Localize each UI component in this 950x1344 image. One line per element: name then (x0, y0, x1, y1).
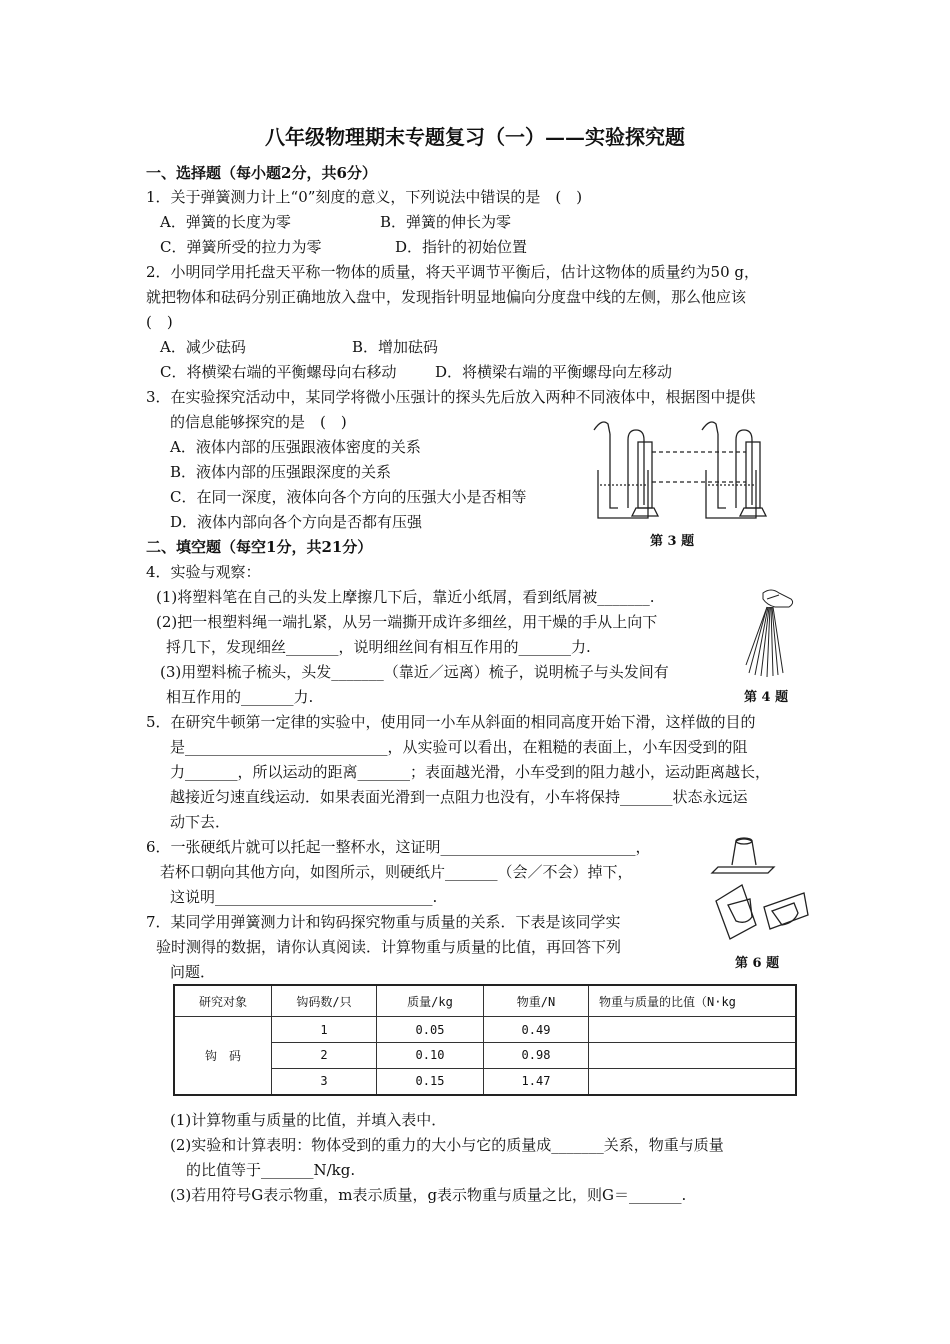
table-header: 研究对象 (174, 985, 272, 1017)
q3-option-d: D．液体内部向各个方向是否都有压强 (170, 513, 423, 531)
table-header: 物重/N (484, 985, 589, 1017)
q3-figure-caption: 第 3 题 (650, 534, 695, 549)
table-cell-answer[interactable] (589, 1017, 797, 1043)
q2-option-b: B．增加砝码 (352, 338, 439, 356)
q7-line2: 验时测得的数据，请你认真阅读．计算物重与质量的比值，再回答下列 (156, 938, 622, 956)
q2-line2: 就把物体和砝码分别正确地放入盘中，发现指针明显地偏向分度盘中线的左侧，那么他应该 (146, 288, 747, 306)
table-header: 钩码数/只 (272, 985, 377, 1017)
q7-line3: 问题． (170, 963, 216, 981)
q2-option-c: C．将横梁右端的平衡螺母向右移动 (160, 363, 397, 381)
q5-line5: 动下去． (170, 813, 231, 831)
section-choice-heading: 一、选择题（每小题2分，共6分） (146, 164, 377, 182)
table-cell: 0.05 (377, 1017, 484, 1043)
hand-strings-figure (745, 585, 800, 680)
q2-line1: 2．小明同学用托盘天平称一物体的质量，将天平调节平衡后，估计这物体的质量约为50 g， (146, 263, 760, 281)
q2-option-d: D．将横梁右端的平衡螺母向左移动 (435, 363, 673, 381)
q1-option-a: A．弹簧的长度为零 (160, 213, 291, 231)
q6-line3: 这说明_____________________________. (170, 888, 438, 906)
q2-option-a: A．减少砝码 (160, 338, 246, 356)
table-header: 质量/kg (377, 985, 484, 1017)
q7-sub1: (1)计算物重与质量的比值，并填入表中． (170, 1111, 447, 1129)
q3-line2: 的信息能够探究的是 ( ) (170, 413, 347, 431)
table-cell: 1.47 (484, 1068, 589, 1095)
q4-part2-line2: 捋几下，发现细丝_______，说明细丝间有相互作用的_______力. (166, 638, 591, 656)
q4-part2-line1: (2)把一根塑料绳一端扎紧，从另一端撕开成许多细丝，用干燥的手从上向下 (156, 613, 658, 631)
table-cell: 0.10 (377, 1043, 484, 1069)
q1-option-c: C．弹簧所受的拉力为零 (160, 238, 322, 256)
table-cell: 3 (272, 1068, 377, 1095)
q1-stem: 1．关于弹簧测力计上“0”刻度的意义，下列说法中错误的是 ( ) (146, 188, 583, 206)
table-cell: 0.49 (484, 1017, 589, 1043)
inverted-cups-figure (710, 833, 812, 945)
q4-part3-line2: 相互作用的_______力. (166, 688, 314, 706)
data-table (173, 984, 797, 1096)
table-cell: 0.98 (484, 1043, 589, 1069)
q2-line3: ( ) (146, 313, 173, 331)
table-cell-answer[interactable] (589, 1068, 797, 1095)
q5-line1: 5．在研究牛顿第一定律的实验中，使用同一小车从斜面的相同高度开始下滑，这样做的目的 (146, 713, 756, 731)
q3-line1: 3．在实验探究活动中，某同学将微小压强计的探头先后放入两种不同液体中，根据图中提供 (146, 388, 756, 406)
q5-line4: 越接近匀速直线运动．如果表面光滑到一点阻力也没有，小车将保持_______状态永远运 (170, 788, 748, 806)
table-cell: 2 (272, 1043, 377, 1069)
q1-option-d: D．指针的初始位置 (395, 238, 528, 256)
pressure-gauge-figure (588, 410, 810, 525)
q7-sub2-line1: (2)实验和计算表明：物体受到的重力的大小与它的质量成_______关系，物重与质量 (170, 1136, 724, 1154)
q5-line2: 是___________________________，从实验可以看出，在粗糙的表面上，小车因受到的阻 (170, 738, 748, 756)
table-cell-subject: 钩 码 (174, 1017, 272, 1095)
table-header-row (174, 985, 796, 1017)
q4-figure-caption: 第 4 题 (744, 690, 789, 705)
q6-figure-caption: 第 6 题 (735, 956, 780, 971)
table-cell-answer[interactable] (589, 1043, 797, 1069)
q5-line3: 力_______，所以运动的距离_______；表面越光滑，小车受到的阻力越小，运动距离越长， (170, 763, 771, 781)
q3-option-c: C．在同一深度，液体向各个方向的压强大小是否相等 (170, 488, 527, 506)
page-title: 八年级物理期末专题复习（一）——实验探究题 (265, 125, 685, 149)
q7-sub2-line2: 的比值等于_______N/kg. (186, 1161, 356, 1179)
table-cell: 0.15 (377, 1068, 484, 1095)
table-header: 物重与质量的比值（N·kg (589, 985, 797, 1017)
table-cell: 1 (272, 1017, 377, 1043)
q4-part3-line1: (3)用塑料梳子梳头，头发_______（靠近／远离）梳子，说明梳子与头发间有 (160, 663, 669, 681)
q4-stem: 4．实验与观察： (146, 563, 261, 581)
q7-sub3: (3)若用符号G表示物重，m表示质量，g表示物重与质量之比，则G＝_______. (170, 1186, 687, 1204)
q3-option-b: B．液体内部的压强跟深度的关系 (170, 463, 392, 481)
q7-line1: 7．某同学用弹簧测力计和钩码探究物重与质量的关系．下表是该同学实 (146, 913, 621, 931)
table-row (174, 1017, 796, 1043)
q6-line1: 6．一张硬纸片就可以托起一整杯水，这证明__________________________， (146, 838, 651, 856)
q4-part1: (1)将塑料笔在自己的头发上摩擦几下后，靠近小纸屑，看到纸屑被_______. (156, 588, 655, 606)
q1-option-b: B．弹簧的伸长为零 (380, 213, 512, 231)
section-fill-heading: 二、填空题（每空1分，共21分） (146, 538, 373, 556)
q3-option-a: A．液体内部的压强跟液体密度的关系 (170, 438, 421, 456)
q6-line2: 若杯口朝向其他方向，如图所示，则硬纸片_______（会／不会）掉下， (160, 863, 633, 881)
